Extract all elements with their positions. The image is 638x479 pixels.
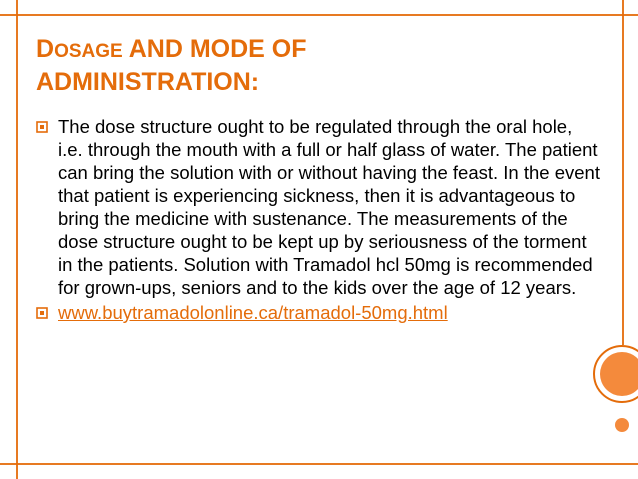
- frame-top-line: [0, 14, 638, 16]
- frame-right-line: [622, 0, 624, 345]
- frame-left-line: [16, 0, 18, 479]
- orange-square-bullet-icon: [36, 307, 48, 319]
- frame-bottom-line: [0, 463, 638, 465]
- title-small-caps: OSAGE: [54, 41, 123, 62]
- title-line-1-rest: AND MODE OF: [122, 35, 307, 63]
- bullet-text-dosage: The dose structure ought to be regulated through the oral hole, i.e. through the mouth with a full or half glass of water. The patient can bring the solution with or without having the feast. In the event that patient is experiencing sickness, then it is advantageous to bring the medicine with sustenance. The measurements of the dose structure ought to be kept up by seriousness of the torment in the patients. Solution with Tramadol hcl 50mg is recommended for grown-ups, seniors and to the kids over the age of 12 years.: [58, 116, 600, 298]
- bullet-list: [40, 115, 600, 324]
- bullet-item-dosage: [40, 115, 600, 299]
- decorative-circle-large: [600, 352, 638, 396]
- decorative-circle-small: [615, 418, 629, 432]
- orange-square-bullet-icon: [36, 121, 48, 133]
- bullet-item-link: [40, 301, 600, 324]
- slide-title: [36, 34, 596, 97]
- title-line-1: [36, 34, 596, 67]
- tramadol-link[interactable]: www.buytramadolonline.ca/tramadol-50mg.html: [58, 302, 448, 323]
- title-line-2: ADMINISTRATION:: [36, 68, 260, 96]
- title-first-cap: D: [36, 35, 55, 63]
